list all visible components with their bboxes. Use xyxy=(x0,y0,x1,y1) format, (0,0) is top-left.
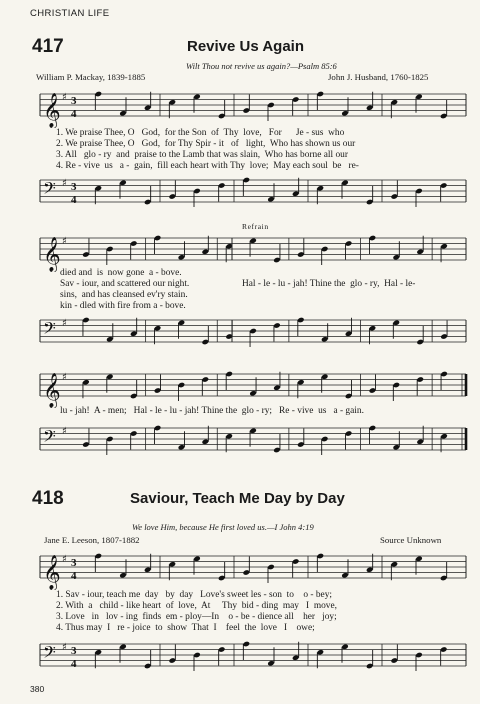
lyric-verse-3: sins, and has cleansed ev'ry stain. xyxy=(60,290,188,300)
treble-staff xyxy=(0,86,480,128)
refrain-label: Refrain xyxy=(242,222,269,231)
time-signature: 3 xyxy=(71,557,77,569)
epigraph: Wilt Thou not revive us again?—Psalm 85:6 xyxy=(186,61,337,71)
key-sharp-icon: ♯ xyxy=(62,642,67,653)
treble-clef-icon: 𝄞 xyxy=(43,373,61,408)
music-credit: John J. Husband, 1760-1825 xyxy=(328,72,429,82)
bass-clef-icon: 𝄢 xyxy=(43,426,56,450)
key-sharp-icon: ♯ xyxy=(62,178,67,189)
time-signature: 3 xyxy=(71,95,77,107)
lyric-verse-2: 2. With a child - like heart of love, At Thy bid - ding may I move, xyxy=(56,601,337,611)
time-signature: 4 xyxy=(71,570,77,582)
hymn-title: Saviour, Teach Me Day by Day xyxy=(130,490,345,507)
lyric-verse-4: 4. Thus may I re - joice to show That I feel the love I owe; xyxy=(56,623,315,633)
lyric-verse-3: 3. Love in lov - ing finds em - ploy—In o - be - dience all her joy; xyxy=(56,612,337,622)
treble-clef-icon: 𝄞 xyxy=(43,93,61,128)
section-label: CHRISTIAN LIFE xyxy=(30,8,110,19)
key-sharp-icon: ♯ xyxy=(62,92,67,103)
epigraph: We love Him, because He first loved us.—I John 4:19 xyxy=(132,522,314,532)
time-signature: 4 xyxy=(71,108,77,120)
treble-clef-icon: 𝄞 xyxy=(43,555,61,590)
bass-clef-icon: 𝄢 xyxy=(43,318,56,342)
refrain-lyric: lu - jah! A - men; Hal - le - lu - jah! Thine the glo - ry; Re - vive us a - gain. xyxy=(60,406,364,416)
words-credit: Jane E. Leeson, 1807-1882 xyxy=(44,535,140,545)
lyric-verse-1: 1. We praise Thee, O God, for the Son of Thy love, For Je - sus who xyxy=(56,128,345,138)
lyric-verse-1: died and is now gone a - bove. xyxy=(60,268,182,278)
hymn-number: 418 xyxy=(32,488,64,509)
lyric-verse-2: 2. We praise Thee, O God, for Thy Spir - it of light, Who has shown us our xyxy=(56,139,356,149)
bass-staff xyxy=(0,420,480,462)
bass-staff xyxy=(0,312,480,354)
time-signature: 3 xyxy=(71,181,77,193)
hymn-title: Revive Us Again xyxy=(187,38,304,55)
bass-staff xyxy=(0,636,480,678)
bass-clef-icon: 𝄢 xyxy=(43,642,56,666)
treble-staff xyxy=(0,548,480,590)
lyric-verse-2: Sav - iour, and scattered our night. xyxy=(60,279,190,289)
treble-clef-icon: 𝄞 xyxy=(43,237,61,272)
time-signature: 3 xyxy=(71,645,77,657)
time-signature: 4 xyxy=(71,658,77,670)
treble-staff xyxy=(0,366,480,408)
bass-staff xyxy=(0,172,480,214)
lyric-verse-3: 3. All glo - ry and praise to the Lamb that was slain, Who has borne all our xyxy=(56,150,348,160)
lyric-verse-1: 1. Sav - iour, teach me day by day Love's sweet les - son to o - bey; xyxy=(56,590,332,600)
hymn-number: 417 xyxy=(32,36,64,57)
treble-staff xyxy=(0,230,480,272)
key-sharp-icon: ♯ xyxy=(62,426,67,437)
refrain-lyric: Hal - le - lu - jah! Thine the glo - ry, Hal - le- xyxy=(242,279,416,289)
bass-clef-icon: 𝄢 xyxy=(43,178,56,202)
key-sharp-icon: ♯ xyxy=(62,236,67,247)
key-sharp-icon: ♯ xyxy=(62,372,67,383)
music-credit: Source Unknown xyxy=(380,535,442,545)
key-sharp-icon: ♯ xyxy=(62,318,67,329)
key-sharp-icon: ♯ xyxy=(62,554,67,565)
time-signature: 4 xyxy=(71,194,77,206)
words-credit: William P. Mackay, 1839-1885 xyxy=(36,72,146,82)
lyric-verse-4: kin - dled with fire from a - bove. xyxy=(60,301,186,311)
page-number: 380 xyxy=(30,684,45,694)
lyric-verse-4: 4. Re - vive us a - gain, fill each heart with Thy love; May each soul be re- xyxy=(56,161,359,171)
